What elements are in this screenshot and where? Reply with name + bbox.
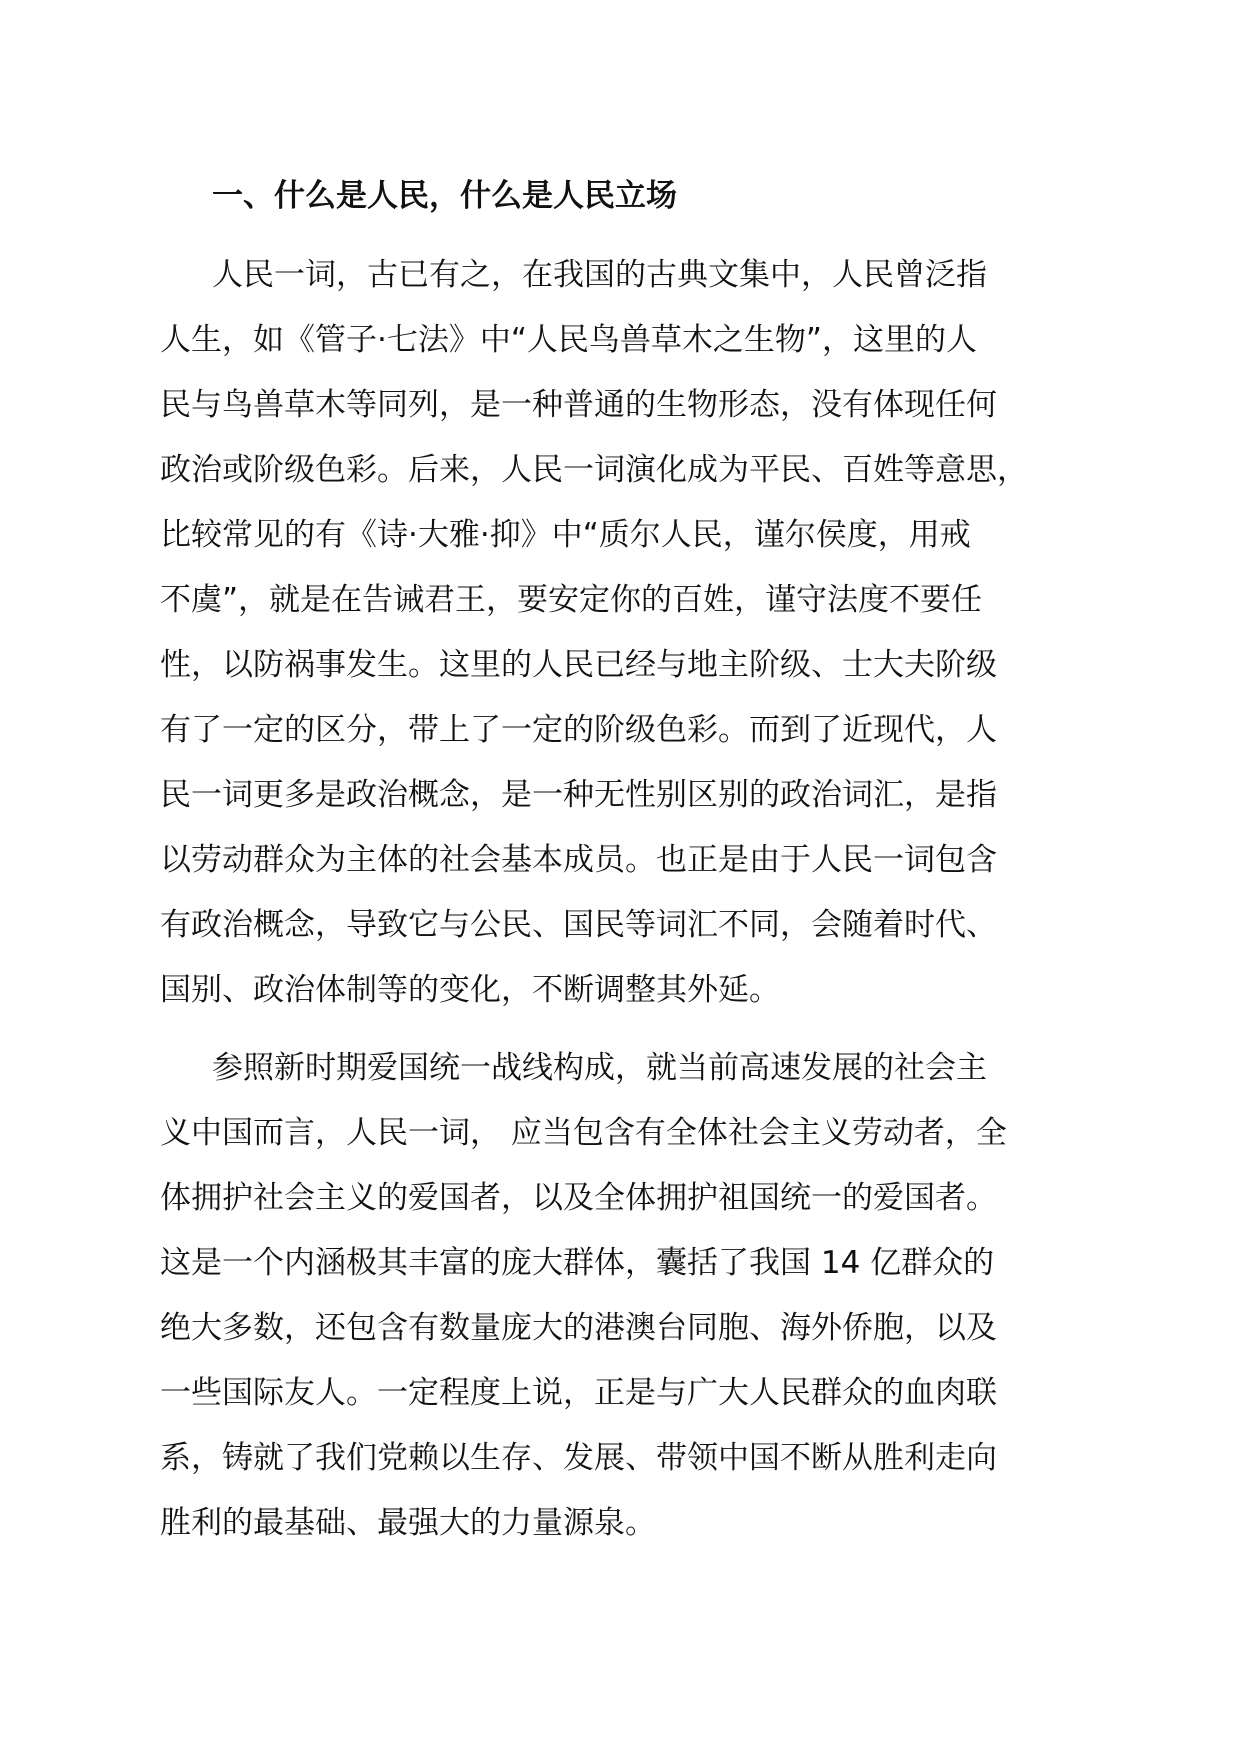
paragraph-line: 义中国而言，人民一词， 应当包含有全体社会主义劳动者，全: [160, 1115, 1007, 1151]
paragraph-line: 有了一定的区分，带上了一定的阶级色彩。而到了近现代，人: [160, 712, 997, 748]
paragraph-line: 这是一个内涵极其丰富的庞大群体，囊括了我国 14 亿群众的: [160, 1245, 995, 1281]
paragraph-line: 有政治概念，导致它与公民、国民等词汇不同，会随着时代、: [160, 907, 997, 943]
section-heading: 一、什么是人民，什么是人民立场: [212, 178, 677, 214]
paragraph-line: 比较常见的有《诗·大雅·抑》中“质尔人民，谨尔侯度，用戒: [160, 517, 971, 553]
paragraph-2: [160, 1036, 1100, 1556]
paragraph-line: 胜利的最基础、最强大的力量源泉。: [160, 1505, 656, 1541]
paragraph-1: [160, 243, 1100, 1023]
paragraph-line: 绝大多数，还包含有数量庞大的港澳台同胞、海外侨胞，以及: [160, 1310, 997, 1346]
paragraph-line: 以劳动群众为主体的社会基本成员。也正是由于人民一词包含: [160, 842, 997, 878]
paragraph-line: 国别、政治体制等的变化，不断调整其外延。: [160, 972, 780, 1008]
paragraph-line: 人民一词，古已有之，在我国的古典文集中，人民曾泛指: [212, 257, 987, 293]
paragraph-line: 不虞”，就是在告诫君王，要安定你的百姓，谨守法度不要任: [160, 582, 983, 618]
paragraph-line: 人生，如《管子·七法》中“人民鸟兽草木之生物”，这里的人: [160, 322, 977, 358]
paragraph-line: 民一词更多是政治概念，是一种无性别区别的政治词汇，是指: [160, 777, 997, 813]
paragraph-line: 系，铸就了我们党赖以生存、发展、带领中国不断从胜利走向: [160, 1440, 997, 1476]
paragraph-line: 政治或阶级色彩。后来，人民一词演化成为平民、百姓等意思，: [160, 452, 1028, 488]
paragraph-line: 参照新时期爱国统一战线构成，就当前高速发展的社会主: [212, 1050, 987, 1086]
paragraph-line: 性，以防祸事发生。这里的人民已经与地主阶级、士大夫阶级: [160, 647, 997, 683]
paragraph-line: 一些国际友人。一定程度上说，正是与广大人民群众的血肉联: [160, 1375, 997, 1411]
paragraph-line: 体拥护社会主义的爱国者，以及全体拥护祖国统一的爱国者。: [160, 1180, 997, 1216]
paragraph-line: 民与鸟兽草木等同列，是一种普通的生物形态，没有体现任何: [160, 387, 997, 423]
